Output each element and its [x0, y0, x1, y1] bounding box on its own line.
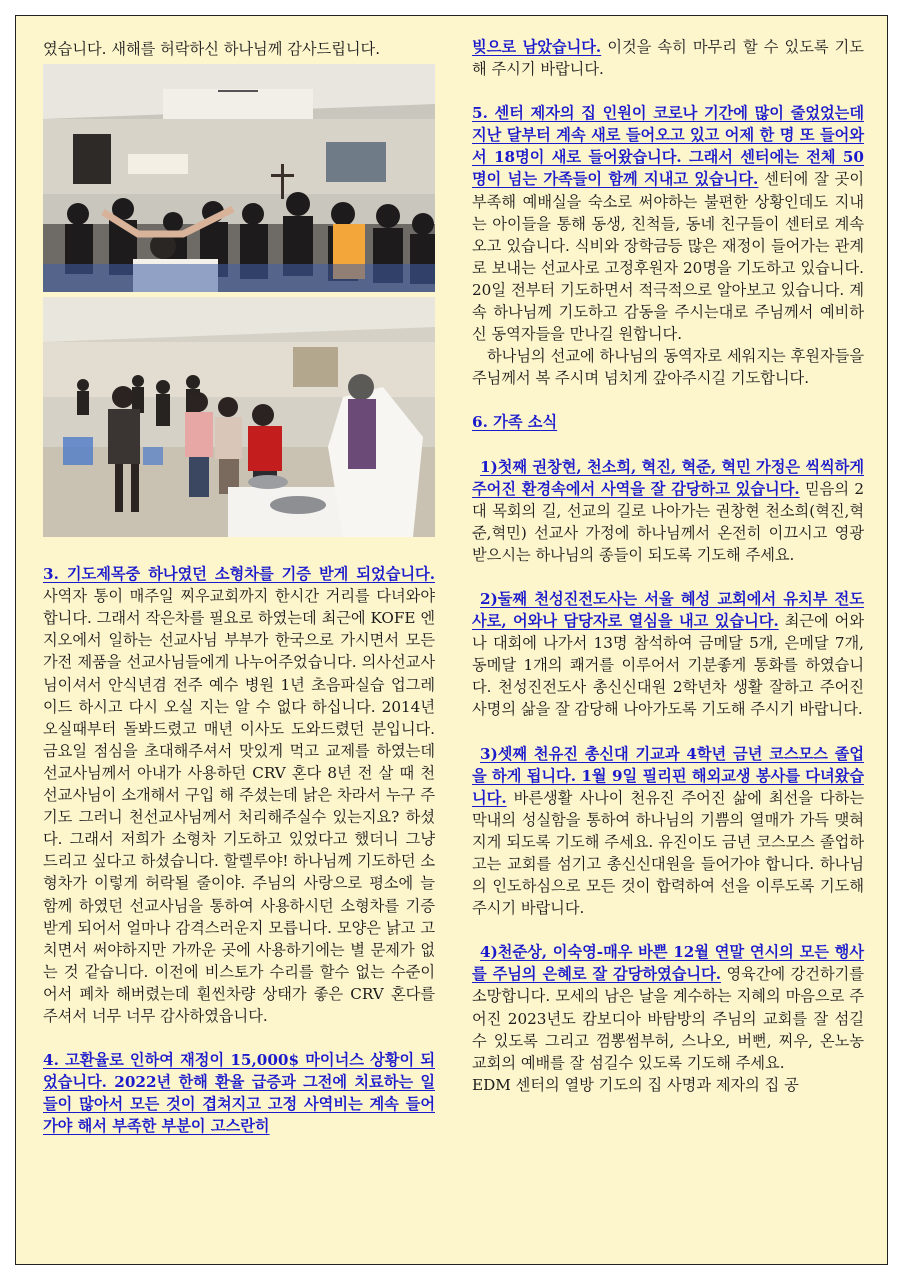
intro-line: 였습니다. 새해를 허락하신 하나님께 감사드립니다.	[43, 40, 381, 58]
section-3-heading: 3. 기도제목중 하나였던 소형차를 기증 받게 되었습니다.	[43, 565, 435, 584]
section-5	[472, 102, 864, 345]
section-4-heading: 4. 고환율로 인하여 재정이 15,000$ 마이너스 상황이 되었습니다. 2022년 한해 환율 급증과 그전에 치료하는 일들이 많아서 모든 것이 겹쳐지고 고정 사역비는 계속 들어가야 해서 부족한 부분이 고스란히	[43, 1051, 435, 1136]
section-6-title	[472, 411, 864, 433]
worship-photo-illustration	[43, 64, 435, 292]
section-5-paragraph-2: 하나님의 선교에 하나님의 동역자로 세워지는 후원자들을 주님께서 복 주시며 넘치게 갚아주시길 기도합니다.	[472, 347, 864, 388]
family-item-2-heading: 2)둘째 천성진전도사는 서울 혜성 교회에서 유치부 전도사로, 어와나 담당자로 열심을 내고 있습니다.	[472, 589, 864, 631]
left-column	[43, 38, 435, 1137]
newsletter-page	[15, 15, 888, 1265]
spacer	[472, 389, 864, 411]
worship-photo	[43, 64, 435, 292]
family-item-3	[472, 743, 864, 920]
section-3-body: 사역자 통이 매주일 찌우교회까지 한시간 거리를 다녀와야 합니다. 그래서 작은차를 필요로 하였는데 최근에 KOFE 엔지오에서 일하는 선교사님 부부가 한국으로 가시면서 모든 가전 제품을 선교사님들에게 나누어주었습니다. 의사선교사님이셔서 안식년겸 전주 예수 병원 1년 초음파실습 업그레이드 하시고 다시 오실 지는 알 수 없다 하십니다. 2014년 오실때부터 돌봐드렸고 매년 이사도 도와드렸던 분입니다. 금요일 점심을 초대해주셔서 맛있게 먹고 교제를 하였는데 선교사님께서 아내가 사용하던 CRV 혼다 8년 전 살 때 천선교사님이 소개해서 구입 해 주셨는데 낡은 차라서 누구 주기도 그러니 천선교사님께서 처리해주실수 있는지요? 하셨다. 그래서 저희가 소형차 기도하고 있었다고 했더니 그냥 드리고 싶다고 하셨습니다. 할렐루야! 하나님께 기도하던 소형차가 이렇게 허락될 줄이야. 주님의 사랑으로 평소에 늘 함께 하였던 선교사님을 통하여 사용하시던 소형차를 기증 받게 되어서 얼마나 감격스러운지 모릅니다. 모양은 낡고 고치면서 써야하지만 가까운 곳에 사용하기에는 별 문제가 없는 것 같습니다. 이전에 비스토가 수리를 할수 없는 수준이어서 폐차 해버렸는데 훤씬차량 상태가 좋은 CRV 혼다를 주셔서 너무 너무 감사하였읍니다.	[43, 587, 436, 1025]
family-item-1-body: 믿음의 2대 목회의 길, 선교의 길로 나아가는 권창현 천소희(혁진,혁준,혁민) 선교사 가정에 하나님께서 온전히 이끄시고 영광 받으시는 하나님의 종들이 되도록 기도해 주세요.	[472, 479, 864, 564]
family-item-4	[472, 941, 864, 1074]
section-4-tail-heading: 빚으로 남았습니다.	[472, 38, 602, 56]
family-item-2	[472, 588, 864, 721]
family-item-4-heading: 4)천준상, 이숙영-매우 바쁜 12월 연말 연시의 모든 행사를 주님의 은혜로 잘 감당하였습니다.	[472, 943, 864, 984]
communion-photo-illustration	[43, 297, 435, 537]
spacer	[472, 566, 864, 588]
spacer	[472, 919, 864, 941]
section-3	[43, 563, 435, 1027]
section-5-heading: 5. 센터 제자의 집 인원이 코로나 기간에 많이 줄었었는데 지난 달부터 계속 새로 들어오고 있고 어제 한 명 또 들어와서 18명이 새로 들어왔습니다. 그래서 센터에는 전체 50명이 넘는 가족들이 함께 지내고 있습니다.	[472, 104, 864, 189]
section-5-body: 센터에 잘 곳이 부족해 예배실을 숙소로 써야하는 불편한 상황인데도 지내는 아이들을 통해 동생, 친척들, 동네 친구들이 센터로 계속 오고 있습니다. 식비와 장학금등 많은 재정이 들어가는 관계로 보내는 선교사로 고정후원자 20명을 기도하고 있습니다. 20일 전부터 기도하면서 적극적으로 알아보고 있습니다. 계속 하나님께 기도하고 감동을 주시는대로 주님께서 예비하신 동역자들을 만나길 원합니다.	[472, 170, 864, 344]
family-item-1	[472, 456, 864, 566]
family-item-4-body: 영육간에 강건하기를 소망합니다. 모세의 남은 날을 계수하는 지혜의 마음으로 주어진 2023년도 캄보디아 바탐방의 주님의 교회를 잘 섬길수 있도록 그리고 껌뽕썸부허, 스나오, 버뻔, 찌우, 온노농 교회의 예배를 잘 섬길수 있도록 기도해 주세요.	[472, 965, 864, 1072]
spacer	[472, 434, 864, 456]
spacer	[472, 80, 864, 102]
closing-line: EDM 센터의 열방 기도의 집 사명과 제자의 집 공	[472, 1075, 799, 1094]
spacer	[43, 1027, 435, 1049]
family-item-1-heading: 1)첫째 권창현, 천소희, 혁진, 혁준, 혁민 가정은 씩씩하게 주어진 환경속에서 사역을 잘 감당하고 있습니다.	[472, 457, 865, 498]
spacer	[472, 721, 864, 743]
section-4-continued	[472, 36, 864, 80]
right-column	[472, 36, 864, 1096]
section-4	[43, 1049, 435, 1137]
family-item-2-body: 최근에 어와나 대회에 나가서 13명 참석하여 금메달 5개, 은메달 7개, 동메달 1개의 쾌거를 이루어서 기분좋게 통화를 하였습니다. 천성진전도사 총신신대원 2학년차 생활 잘하고 주어진 사명의 삶을 잘 감당해 나아가도록 기도해 주시기 바랍니다.	[472, 612, 864, 719]
family-item-3-body: 바른생활 사나이 천유진 주어진 삶에 최선을 다하는 막내의 성실함을 통하여 하나님의 기쁨의 열매가 가득 맺혀지게 되도록 기도해 주세요. 유진이도 금년 코스모스 졸업하고는 교회를 섬기고 총신신대원을 들어가야 합니다. 하나님의 인도하심으로 모든 것이 합력하여 선을 이루도록 기도해 주시기 바랍니다.	[472, 788, 864, 918]
family-item-3-heading: 3)셋째 천유진 총신대 기교과 4학년 금년 코스모스 졸업을 하게 됩니다. 1월 9일 필리핀 해외교생 봉사를 다녀왔습니다.	[472, 744, 864, 807]
spacer	[43, 537, 435, 563]
communion-photo	[43, 297, 435, 537]
section-4-tail-body: 이것을 속히 마무리 할 수 있도록 기도해 주시기 바랍니다.	[472, 38, 864, 79]
section-6-heading: 6. 가족 소식	[472, 413, 558, 432]
